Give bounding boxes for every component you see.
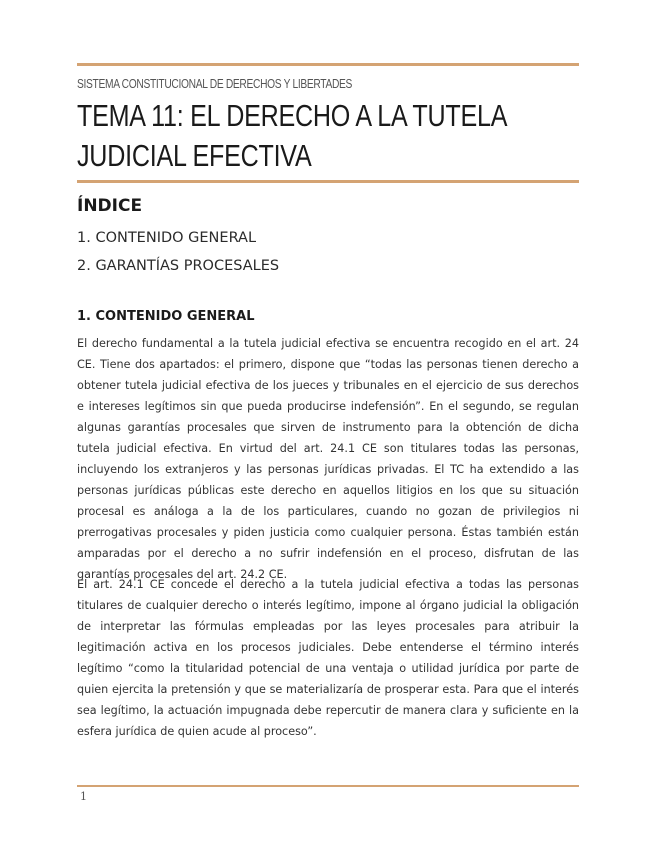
- document-page: [77, 0, 579, 848]
- page-title: TEMA 11: EL DERECHO A LA TUTELA JUDICIAL EFECTIVA: [77, 98, 506, 173]
- title-rule: [77, 180, 579, 183]
- index-item-garantias-procesales[interactable]: 2. GARANTÍAS PROCESALES: [77, 258, 280, 274]
- section-heading: 1. CONTENIDO GENERAL: [77, 309, 255, 324]
- body-paragraph-1: El derecho fundamental a la tutela judicial efectiva se encuentra recogido en el art. 24 CE. Tiene dos apartados: el primero, dispone que “todas las personas tienen derecho a obtener tutela judicial efectiva de los jueces y tribunales en el ejercicio de sus derechos e intereses legítimos sin que pueda producirse indefensión”. En el segundo, se regulan algunas garantías procesales que sirven de instrumento para la obtención de dicha tutela judicial efectiva. En virtud del art. 24.1 CE son titulares todas las personas, incluyendo los extranjeros y las personas jurídicas privadas. El TC ha extendido a las personas jurídicas públicas este derecho en aquellos litigios en los que su situación procesal es análoga a la de los particulares, cuando no gozan de privilegios ni prerrogativas procesales y piden justicia como cualquier persona. Éstas también están amparadas por el derecho a no sufrir indefensión en el proceso, disfrutan de las garantías procesales del art. 24.2 CE.: [77, 337, 579, 581]
- index-list: [77, 228, 279, 284]
- index-item-contenido-general[interactable]: 1. CONTENIDO GENERAL: [77, 230, 257, 246]
- top-rule: [77, 63, 579, 66]
- index-heading: ÍNDICE: [77, 196, 143, 216]
- page-number: 1: [80, 790, 87, 803]
- subject-kicker: SISTEMA CONSTITUCIONAL DE DERECHOS Y LIBERTADES: [77, 77, 353, 91]
- footer-rule: [77, 785, 579, 787]
- body-paragraph-2: El art. 24.1 CE concede el derecho a la tutela judicial efectiva a todas las personas titulares de cualquier derecho o interés legítimo, impone al órgano judicial la obligación de interpretar las fórmulas empleadas por las leyes procesales para atribuir la legitimación activa en los procesos judiciales. Debe entenderse el término interés legítimo “como la titularidad potencial de una ventaja o utilidad jurídica por parte de quien ejercita la pretensión y que se materializaría de prosperar esta. Para que el interés sea legítimo, la actuación impugnada debe repercutir de manera clara y suficiente en la esfera jurídica de quien acude al proceso”.: [77, 578, 579, 738]
